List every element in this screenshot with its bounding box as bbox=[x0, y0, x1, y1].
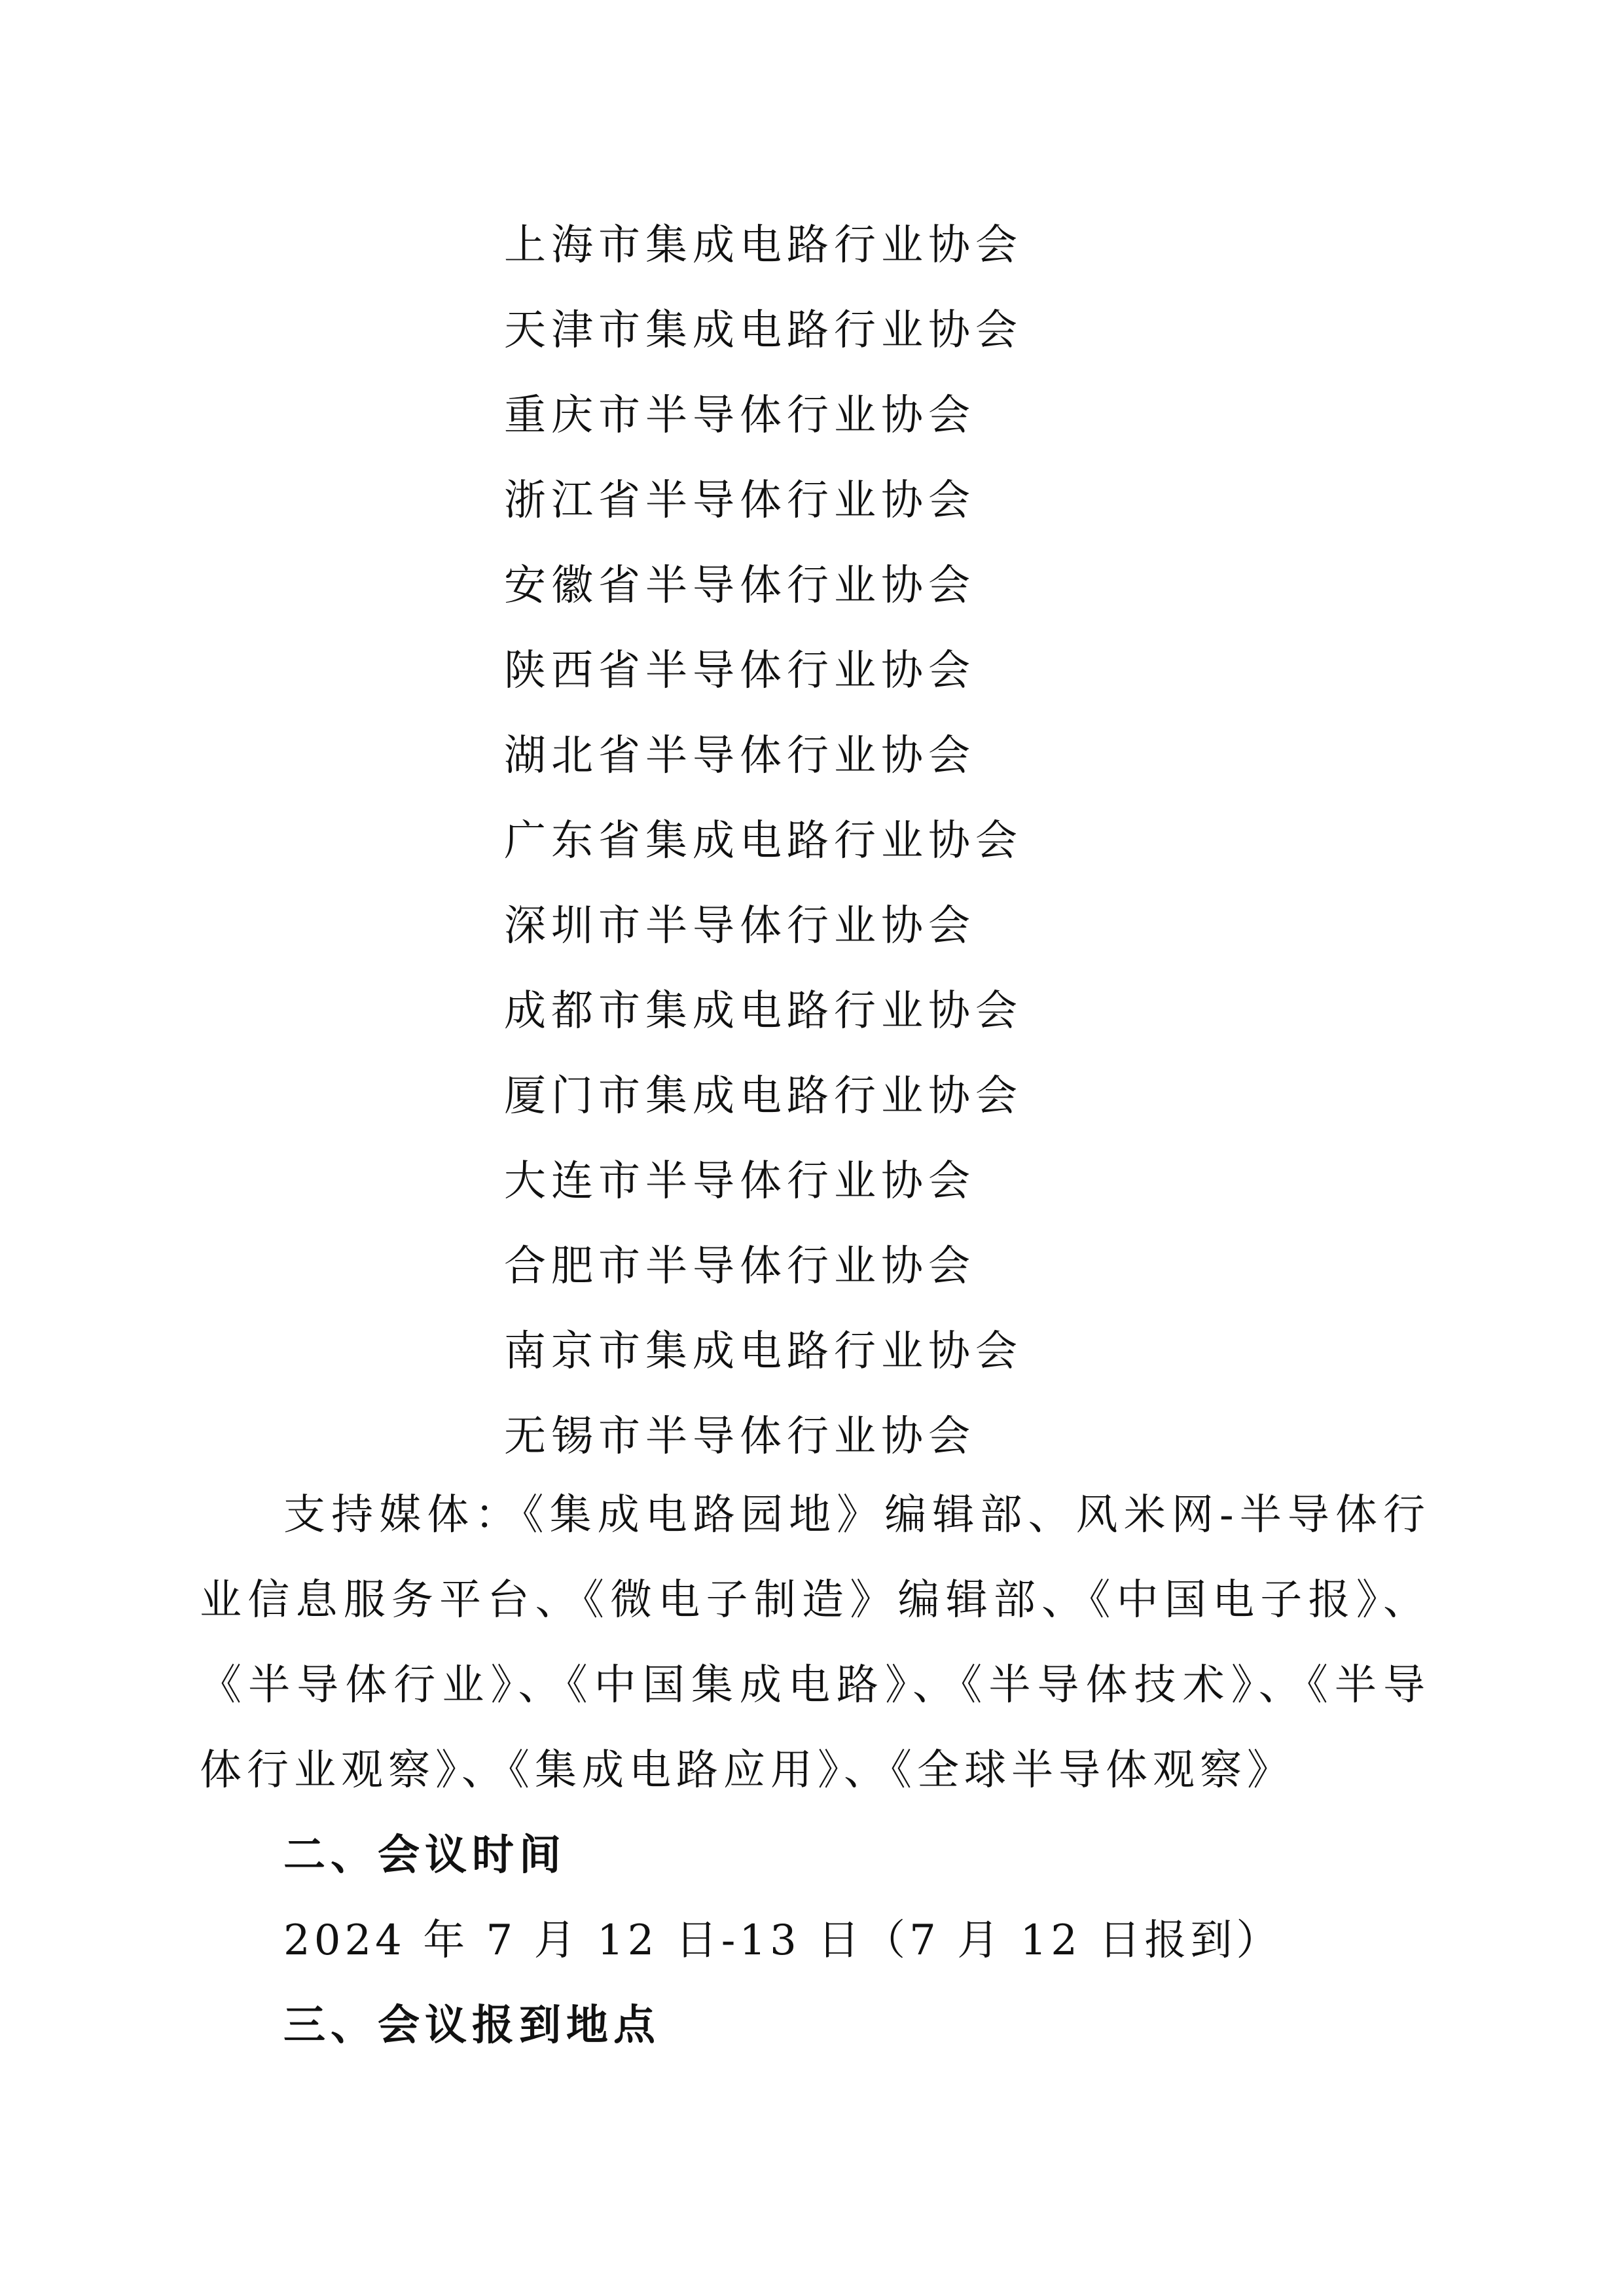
organization-item: 安徽省半导体行业协会 bbox=[504, 562, 975, 610]
meeting-venue-heading: 三、会议报到地点 bbox=[283, 2001, 660, 2050]
organization-item: 厦门市集成电路行业协会 bbox=[504, 1072, 1022, 1121]
organization-item: 大连市半导体行业协会 bbox=[504, 1157, 975, 1206]
organization-item: 天津市集成电路行业协会 bbox=[504, 306, 1022, 355]
organization-item: 重庆市半导体行业协会 bbox=[504, 391, 975, 440]
organization-list bbox=[504, 203, 1022, 1479]
organization-item: 深圳市半导体行业协会 bbox=[504, 902, 975, 950]
organization-item: 无锡市半导体行业协会 bbox=[504, 1412, 975, 1461]
meeting-time-heading: 二、会议时间 bbox=[283, 1831, 566, 1880]
organization-item: 湖北省半导体行业协会 bbox=[504, 732, 975, 780]
organization-item: 广东省集成电路行业协会 bbox=[504, 817, 1022, 865]
organization-item: 成都市集成电路行业协会 bbox=[504, 987, 1022, 1035]
organization-item: 南京市集成电路行业协会 bbox=[504, 1327, 1022, 1376]
organization-item: 陕西省半导体行业协会 bbox=[504, 647, 975, 695]
organization-item: 合肥市半导体行业协会 bbox=[504, 1242, 975, 1291]
supporting-media-paragraph: 支持媒体：《集成电路园地》编辑部、风米网-半导体行业信息服务平台、《微电子制造》编辑部、《中国电子报》、《半导体行业》、《中国集成电路》、《半导体技术》、《半导体行业观察》、《集成电路应用》、《全球半导体观察》 bbox=[200, 1491, 1430, 1795]
organization-item: 上海市集成电路行业协会 bbox=[504, 221, 1022, 270]
meeting-date-text: 2024 年 7 月 12 日-13 日（7 月 12 日报到） bbox=[283, 1916, 1282, 1965]
organization-item: 浙江省半导体行业协会 bbox=[504, 476, 975, 525]
